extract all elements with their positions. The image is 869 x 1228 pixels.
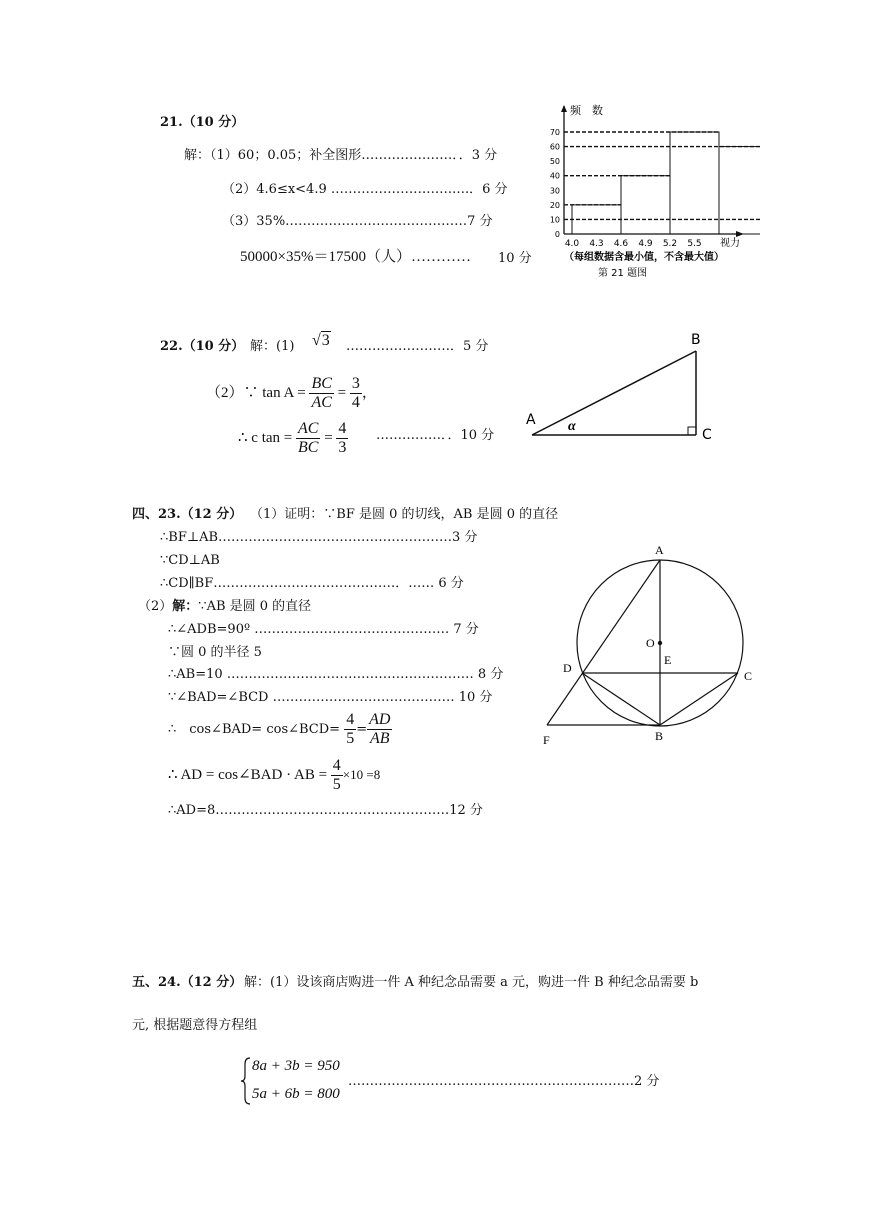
q23-line4-text: ∵AB 是圆 0 的直径	[198, 599, 312, 614]
q23-frac-4-5b	[331, 757, 343, 794]
q24-dots: …………………………………………………………2 分	[348, 1074, 660, 1089]
sqrt-radicand: 3	[321, 332, 330, 349]
frac-num: 4	[346, 711, 355, 728]
histogram-x-arrow-icon	[736, 231, 744, 237]
frac-num: 4	[338, 420, 347, 438]
q22-tan-prefix: （2）∵ tan A =	[206, 385, 306, 401]
q23-line11: ∴AD=8………………………………………………12 分	[168, 803, 483, 818]
triangle-diagram	[522, 326, 722, 446]
histogram-ytick: 50	[549, 157, 560, 167]
q23-ad-result: ×10 =8	[342, 767, 381, 782]
histogram-ylabel: 频 数	[570, 104, 603, 117]
q22-frac-4-3	[336, 420, 348, 457]
frac-num: AC	[298, 420, 319, 438]
histogram-y-arrow-icon	[561, 105, 567, 112]
q23-eq: =	[356, 722, 368, 737]
circle-diagram	[535, 540, 765, 755]
histogram-ytick: 40	[549, 171, 560, 181]
frac-den: 4	[351, 394, 360, 412]
circle-label-c: C	[744, 669, 753, 683]
q23-line0: （1）证明：∵BF 是圆 0 的切线，AB 是圆 0 的直径	[250, 507, 559, 522]
histogram-ytick: 60	[549, 142, 560, 152]
q22-line2: （2）∵ tan A = $\frac{BC}{AC}$ = $\frac{3}{4}$ ，	[206, 375, 377, 412]
q21-line1: 解：（1）60；0.05；补全图形…………………．．3 分	[184, 148, 498, 163]
q22-comma: ，	[361, 385, 377, 401]
histogram-bar	[621, 176, 670, 234]
q24-eq2: 5a + 6b = 800	[252, 1086, 340, 1102]
frac-den: BC	[298, 439, 319, 457]
histogram-caption: 第 21 题图	[598, 268, 648, 279]
q23-line7: ∴AB=10 ………………………………………………… 8 分	[168, 667, 504, 682]
q22-sqrt	[312, 333, 331, 349]
q23-line9	[168, 710, 392, 750]
histogram-note: （每组数据含最小值，不含最大值）	[564, 252, 724, 263]
triangle-label-alpha: α	[568, 419, 576, 434]
frac-num: 3	[351, 375, 360, 393]
histogram-xlabel: 视力	[720, 238, 740, 249]
q23-line2: ∵CD⊥AB	[160, 553, 220, 568]
q22-ctan-prefix: ∴ c tan =	[238, 430, 293, 446]
circle-label-o: O	[646, 636, 655, 650]
frac-num: AD	[369, 711, 391, 728]
histogram-xtick: 4.3	[589, 239, 604, 249]
histogram-xtick: 4.6	[613, 239, 629, 249]
q23-part2: （2）	[138, 599, 173, 614]
q23-line4	[138, 599, 311, 615]
circle-label-a: A	[655, 543, 664, 557]
q23-jie: 解：	[172, 599, 199, 614]
histogram-chart	[540, 98, 760, 288]
histogram-ytick: 70	[549, 128, 560, 137]
triangle-label-c: C	[702, 427, 712, 443]
q22-line3: ∴ c tan = $\frac{AC}{BC}$ = $\frac{4}{3}$	[238, 420, 347, 457]
q23-cos-text: ∴ cos∠BAD= cos∠BCD=	[168, 722, 341, 737]
histogram-ytick: 0	[554, 230, 560, 239]
frac-num: BC	[311, 375, 332, 393]
circle-label-d: D	[563, 661, 572, 675]
q21-title: 21.（10 分）	[160, 115, 245, 130]
q23-line8: ∵∠BAD=∠BCD …………………………………… 10 分	[168, 690, 493, 705]
histogram-xtick: 5.5	[687, 239, 702, 249]
q22-frac-ac-bc	[296, 420, 320, 457]
brace-icon	[240, 1056, 252, 1106]
frac-den: 5	[332, 776, 341, 794]
q24-line1: 解：(1）设该商店购进一件 A 种纪念品需要 a 元，购进一件 B 种纪念品需要 b	[244, 975, 699, 990]
q23-frac-4-5	[344, 711, 356, 748]
histogram-xtick: 4.0	[564, 239, 580, 249]
q24-eq1: 8a + 3b = 950	[252, 1058, 340, 1074]
q24-title: 五、24.（12 分）	[132, 975, 243, 990]
q22-dots2: ……………．．10 分	[376, 428, 495, 443]
circle-label-f: F	[543, 733, 550, 747]
circle-label-b: B	[655, 729, 664, 743]
frac-den: AC	[311, 394, 332, 412]
q21-line4: 50000×35%＝17500（人）…………	[240, 249, 471, 265]
q24-line2: 元, 根据题意得方程组	[132, 1018, 258, 1033]
triangle-label-a: A	[526, 412, 536, 428]
histogram-ytick: 10	[549, 215, 560, 225]
q21-line4-score: 10 分	[498, 251, 532, 266]
q22-title: 22.（10 分）	[160, 339, 245, 354]
sqrt-sign: √	[312, 332, 321, 349]
q23-ad-expr: ∴ AD = cos∠BAD · AB =	[168, 767, 328, 783]
histogram-ytick: 30	[549, 186, 560, 196]
q23-line5: ∴∠ADB=90º ……………………………………… 7 分	[168, 622, 479, 637]
histogram-xtick: 5.2	[662, 239, 678, 249]
q23-frac-ad-ab	[367, 711, 392, 748]
frac-den: 3	[338, 439, 347, 457]
q22-head: 解：(1)	[250, 339, 295, 354]
q23-line10	[168, 755, 380, 795]
q23-line1: ∴BF⊥AB………………………………………………3 分	[160, 530, 478, 545]
histogram-ytick: 20	[549, 200, 560, 210]
q23-line6: ∵圆 0 的半径 5	[168, 645, 262, 660]
histogram-bar	[670, 132, 719, 234]
circle-label-e: E	[664, 653, 672, 667]
q21-line2: （2）4.6≤x<4.9 ……………………….….．6 分	[222, 182, 508, 197]
histogram-xtick: 4.9	[638, 239, 653, 249]
triangle-label-b: B	[691, 332, 701, 348]
q22-dots1: ……………………．5 分	[346, 339, 489, 354]
frac-den: AB	[370, 730, 390, 747]
frac-den: 5	[346, 730, 355, 747]
q23-title: 四、23.（12 分）	[132, 507, 243, 522]
q22-frac-bc-ac	[309, 375, 333, 412]
frac-num: 4	[332, 757, 341, 775]
q21-line3: （3）35%……………………………………7 分	[222, 214, 493, 229]
q23-line3: ∴CD∥BF……………………………………．…… 6 分	[160, 576, 464, 591]
q22-frac-3-4	[350, 375, 362, 412]
histogram-bar	[719, 147, 760, 234]
